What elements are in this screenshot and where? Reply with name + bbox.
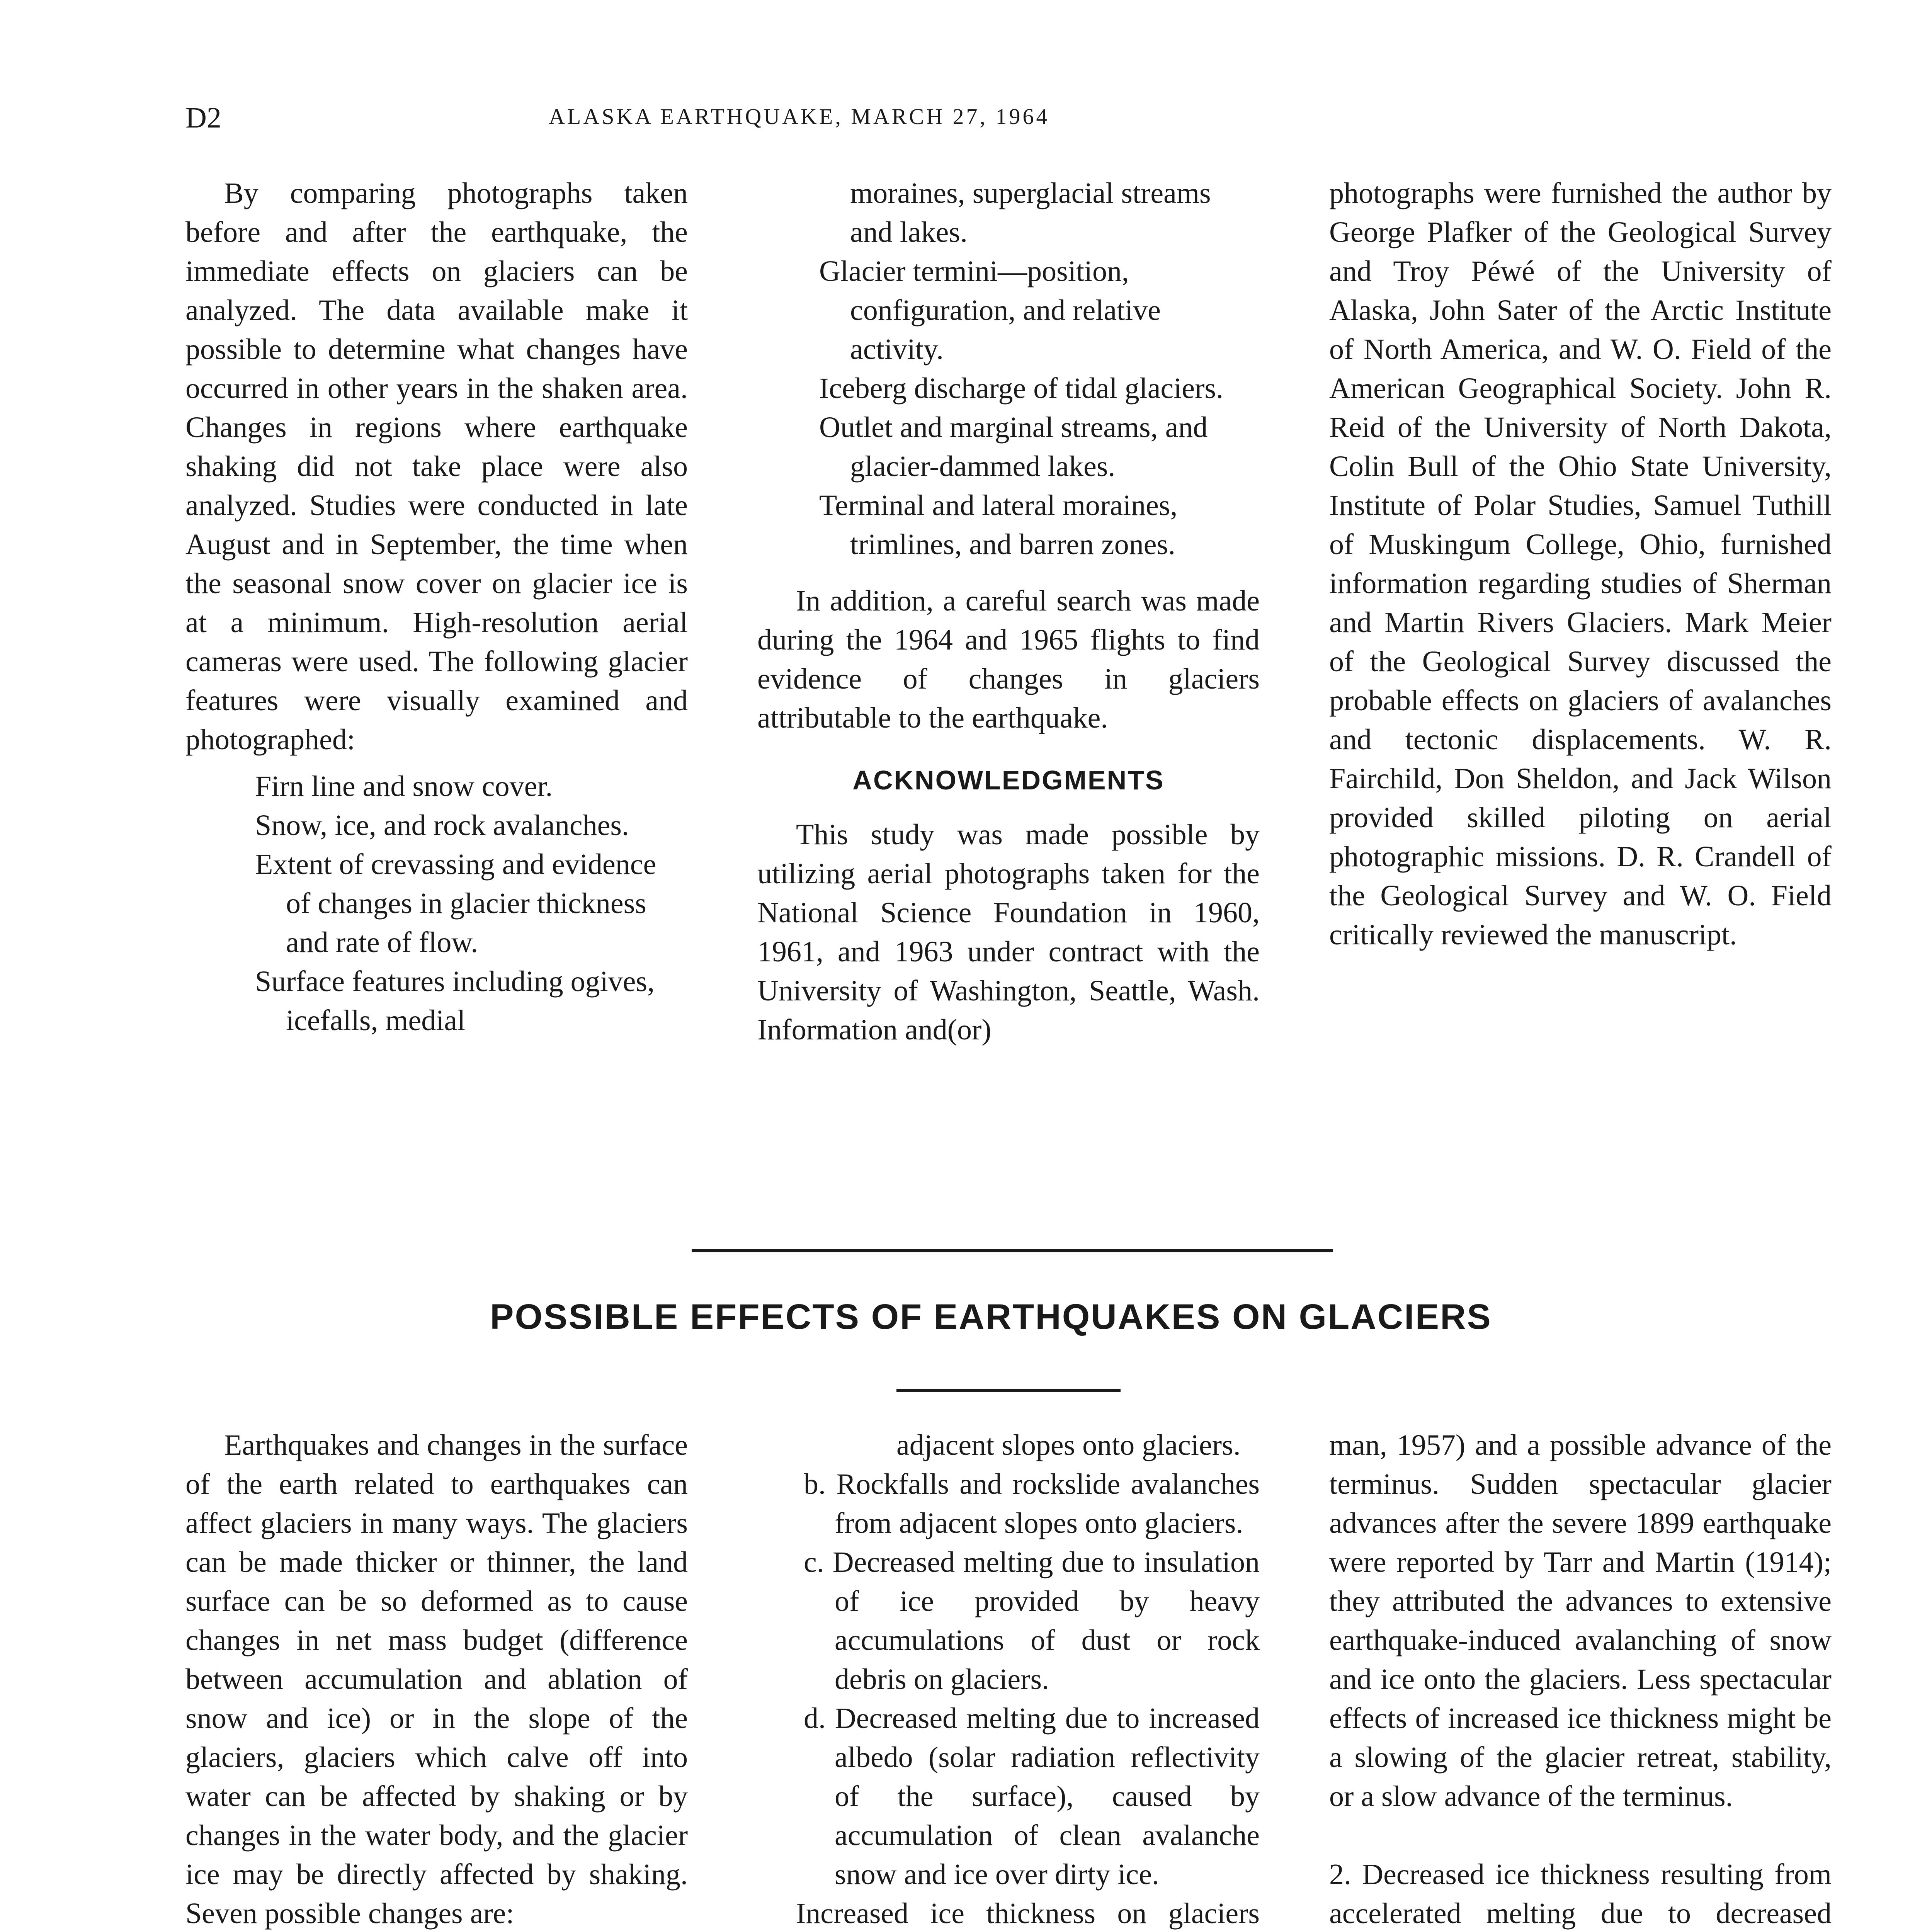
feature-item: Iceberg discharge of tidal glaciers. bbox=[819, 372, 1223, 405]
bottom-column-3 bbox=[1329, 1426, 1832, 1932]
section-heading: POSSIBLE EFFECTS OF EARTHQUAKES ON GLACIERS bbox=[490, 1297, 1492, 1337]
bottom-column-2 bbox=[757, 1426, 1260, 1932]
search-paragraph: In addition, a careful search was made during the 1964 and 1965 flights to find evidence of changes in glaciers attributable to the earthquake. bbox=[757, 585, 1260, 734]
feature-item: Firn line and snow cover. bbox=[255, 770, 553, 803]
list-item-1c: c. Decreased melting due to insulation of ice provided by heavy accumulations of dust or rock debris on glaciers. bbox=[804, 1546, 1260, 1696]
acknowledgments-continued: photographs were furnished the author by George Plafker of the Geological Survey and Troy Péwé of the University of Alaska, John Sater of the Arctic Institute of North America, and W. O. Field of the American Geographical Society. John R. Reid of the University of North Dakota, Colin Bull of the Ohio State University, Institute of Polar Studies, Samuel Tuthill of Muskingum College, Ohio, furnished information regarding studies of Sherman and Martin Rivers Glaciers. Mark Meier of the Geological Survey discussed the probable effects on glaciers of avalanches and tectonic displacements. W. R. Fairchild, Don Sheldon, and Jack Wilson provided skilled piloting on aerial photographic missions. D. R. Crandell of the Geological Survey and W. O. Field critically reviewed the manuscript. bbox=[1329, 177, 1832, 951]
bottom-column-1 bbox=[185, 1426, 688, 1932]
acknowledgments-heading: ACKNOWLEDGMENTS bbox=[852, 765, 1165, 795]
list-item-1d: d. Decreased melting due to increased albedo (solar radiation reflectivity of the surface), caused by accumulation of clean avalanche snow and ice over dirty ice. bbox=[804, 1702, 1260, 1891]
motion-paragraph: Increased ice thickness on glaciers bbox=[796, 1897, 1260, 1930]
top-column-2 bbox=[757, 174, 1260, 1049]
feature-item: Terminal and lateral moraines, trimlines, and barren zones. bbox=[819, 489, 1178, 561]
methods-paragraph: By comparing photographs taken before and after the earthquake, the immediate effects on glaciers can be analyzed. The data available make it possible to determine what changes have occurred in other years in the shaken area. Changes in regions where earthquake shaking did not take place were also analyzed. Studies were conducted in late August and in September, the time when the seasonal snow cover on glacier ice is at a minimum. High-resolution aerial cameras were used. The following glacier features were visually examined and photographed: bbox=[185, 177, 688, 756]
page-number: D2 bbox=[185, 102, 221, 134]
feature-item: Glacier termini—position, configuration, and relative activity. bbox=[819, 255, 1161, 366]
intro-paragraph: Earthquakes and changes in the surface of the earth related to earthquakes can affect glaciers in many ways. The glaciers can be made thicker or thinner, the land surface can be so deformed as to cause changes in net mass budget (difference between accumulation and ablation of snow and ice) or in the slope of the glaciers, glaciers which calve off into water can be affected by shaking or by changes in the water body, and the glacier ice may be directly affected by shaking. Seven possible changes are: bbox=[185, 1429, 688, 1930]
running-title: ALASKA EARTHQUAKE, MARCH 27, 1964 bbox=[549, 104, 1050, 129]
list-item-2: 2. Decreased ice thickness resulting from accelerated melting due to decreased bbox=[1329, 1858, 1832, 1930]
feature-item: Snow, ice, and rock avalanches. bbox=[255, 809, 629, 842]
motion-paragraph-continued: man, 1957) and a possible advance of the terminus. Sudden spectacular glacier advances after the severe 1899 earthquake were reported by Tarr and Martin (1914); they attributed the advances to extensive earthquake-induced avalanching of snow and ice onto the glaciers. Less spectacular effects of increased ice thickness might be a slowing of the glacier retreat, stability, or a slow advance of the terminus. bbox=[1329, 1429, 1832, 1813]
top-column-1 bbox=[185, 174, 688, 1040]
section-rule bbox=[692, 1249, 1333, 1252]
top-column-3 bbox=[1329, 174, 1832, 954]
feature-item-continued: moraines, superglacial streams and lakes. bbox=[850, 177, 1211, 248]
feature-item: Surface features including ogives, icefalls, medial bbox=[255, 965, 655, 1037]
feature-item: Extent of crevassing and evidence of changes in glacier thickness and rate of flow. bbox=[255, 848, 656, 959]
list-item-1a-continued: adjacent slopes onto glaciers. bbox=[896, 1429, 1241, 1461]
feature-item: Outlet and marginal streams, and glacier-dammed lakes. bbox=[819, 411, 1208, 483]
acknowledgments-paragraph: This study was made possible by utilizing aerial photographs taken for the National Science Foundation in 1960, 1961, and 1963 under contract with the University of Washington, Seattle, Wash. Information and(or) bbox=[757, 818, 1260, 1046]
list-item-1b: b. Rockfalls and rockslide avalanches from adjacent slopes onto glaciers. bbox=[804, 1468, 1260, 1539]
heading-rule bbox=[896, 1389, 1121, 1392]
